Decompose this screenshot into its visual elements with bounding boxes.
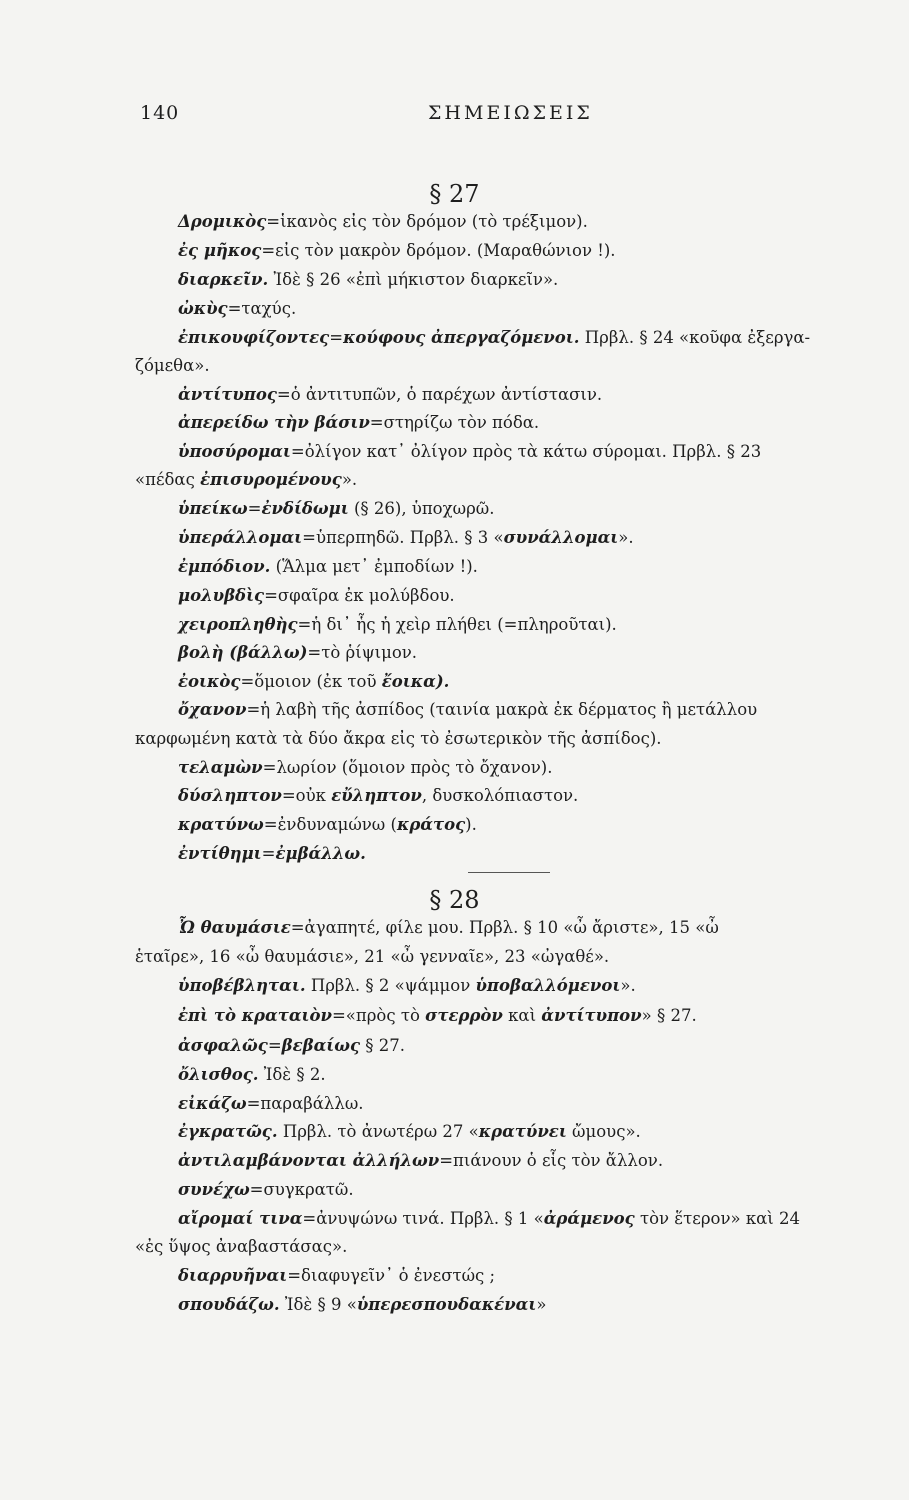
entry-text: Ἰδὲ § 9 « [279, 1295, 357, 1314]
entry-text: =σφαῖρα ἐκ μολύβδου. [264, 586, 455, 605]
entry-text: =οὐκ [281, 786, 332, 805]
entry-text-2: (§ 26), ὑποχωρῶ. [348, 499, 495, 518]
entry-text-2: , δυσκολόπιαστον. [421, 786, 579, 805]
entry-headword: ἐοικὸς [178, 672, 241, 691]
entry-emphasis: ἐνδίδωμι [261, 499, 349, 518]
entry-headword: κρατύνω [178, 815, 264, 834]
entry-text: =λωρίον (ὅμοιον πρὸς τὸ ὄχανον). [262, 758, 553, 777]
page: 140 ΣΗΜΕΙΩΣΕΙΣ § 27 Δρομικὸς=ἱκανὸς εἰς τὸν δρόμον (τὸ τρέξιμον). ἐς μῆκος=εἰς τὸν μακρὸν δρόμον. (Μαραθώνιον !). διαρκεῖν. Ἰδὲ § 26 «ἐπὶ μήκιστον διαρκεῖν». ὠκὺς=ταχύς. ἐπικουφίζοντες=κούφους ἀπεργαζόμενοι. Πρβλ. § 24 «κοῦφα ἐξεργα- ζόμεθα». ἀντίτυπος=ὁ ἀντιτυπῶν, ὁ παρέχων ἀντίστασιν. ἀπερείδω τὴν βάσιν=στηρίζω τὸν πόδα. ὑποσύρομαι=ὀλίγον κατ᾽ ὀλίγον πρὸς τὰ κάτω σύρομαι. Πρβλ. § 23 «πέδας ἐπισυρομένους». ὑπείκω=ἐνδίδωμι (§ 26), ὑποχωρῶ. ὑπεράλλομαι=ὑπερπηδῶ. Πρβλ. § 3 «συνάλλομαι». ἐμπόδιον. (Ἅλμα μετ᾽ ἐμποδίων !). μολυβδὶς=σφαῖρα ἐκ μολύβδου. χειροπληθὴς=ἡ δι᾽ ἧς ἡ χεὶρ πλήθει (=πληροῦται). βολὴ (βάλλω)=τὸ ῥίψιμον. ἐοικὸς=ὅμοιον (ἐκ τοῦ ἔοικα). ὄχανον=ἡ λαβὴ τῆς ἀσπίδος (ταινία μακρὰ ἐκ δέρματος ἢ μετάλλου καρφωμένη κατὰ τὰ δύο ἄκρα εἰς τὸ ἐσωτερικὸν τῆς ἀσπίδος). τελαμὼν=λωρίον (ὅμοιον πρὸς τὸ ὄχανον). δύσληπτον=οὐκ εὔληπτον, δυσκολόπιαστον. κρατύνω=ἐνδυναμώνω (κράτος). ἐντίθημι=ἐμβάλλω. § 28 Ὦ θαυμάσιε=ἀγαπητέ, φίλε μου. Πρβλ. § 10 «ὦ ἄριστε», 15 «ὦ ἑταῖρε», 16 «ὦ θαυμάσιε», 21 «ὦ γενναῖε», 23 «ὠγαθέ». ὑποβέβληται. Πρβλ. § 2 «ψάμμον ὑποβαλλόμενοι». ἐπὶ τὸ κραταιὸν=«πρὸς τὸ στερρὸν καὶ ἀντίτυπον» § 27. ἀσφαλῶς=βεβαίως § 27. ὄλισθος. Ἰδὲ § 2. εἰκάζω=παραβάλλω. ἐγκρατῶς. Πρβλ. τὸ ἀνωτέρω 27 «κρατύνει ὤμους». ἀντιλαμβάνονται ἀλλήλων=πιάνουν ὁ εἷς τὸν ἄλλον. συνέχω=συγκρατῶ. αἴρομαί τινα=ἀνυψώνω τινά. Πρβλ. § 1 «ἀράμενος τὸν ἕτερον» καὶ 24 «ἐς ὕψος ἀναβαστάσας». διαρρυῆναι=διαφυγεῖν᾽ ὁ ἐνεστώς ; σπουδάζω. Ἰδὲ § 9 «ὑπερεσπουδακέναι» [0, 0, 909, 1500]
entry-headword: Ὦ θαυμάσιε [178, 918, 291, 937]
entry-text: Ἰδὲ § 26 «ἐπὶ μήκιστον διαρκεῖν». [268, 270, 559, 289]
entry-text: =ἱκανὸς εἰς τὸν δρόμον (τὸ τρέξιμον). [266, 212, 588, 231]
entry-text-2: ). [465, 815, 477, 834]
entry-text: Πρβλ. § 2 «ψάμμον [305, 976, 476, 995]
entry-text: =ὑπερπηδῶ. Πρβλ. § 3 « [302, 528, 504, 547]
entry-text: =«πρὸς τὸ [331, 1006, 426, 1025]
entry-emphasis: κούφους ἀπεργαζόμενοι. [343, 328, 580, 347]
entry-emphasis: ἀράμενος [543, 1209, 635, 1228]
entry-text: Ἰδὲ § 2. [258, 1065, 326, 1084]
section-heading-27: § 27 [429, 180, 480, 208]
section-heading-28: § 28 [429, 886, 480, 914]
entry-text: =ἐνδυναμώνω ( [263, 815, 397, 834]
entry-headword: ἐς μῆκος [178, 241, 262, 260]
entry-headword: ὑπεράλλομαι [178, 528, 303, 547]
entry-emphasis: ὑπερεσπουδακέναι [356, 1295, 537, 1314]
entry-headword: αἴρομαί τινα [178, 1209, 303, 1228]
entry-text: = [329, 328, 344, 347]
entry-emphasis: εὔληπτον [331, 786, 422, 805]
entry-emphasis: ἐμβάλλω. [275, 844, 366, 863]
entry-text: (Ἅλμα μετ᾽ ἐμποδίων !). [270, 557, 478, 576]
entry-headword: ἐντίθημι [178, 844, 262, 863]
entry-headword: ἐπὶ τὸ κραταιὸν [178, 1006, 332, 1025]
entry-headword: δύσληπτον [178, 786, 282, 805]
entry-headword: διαρρυῆναι [178, 1266, 288, 1285]
entry-emphasis: βεβαίως [281, 1036, 361, 1055]
running-title: ΣΗΜΕΙΩΣΕΙΣ [428, 102, 593, 124]
entry-text: =ὁ ἀντιτυπῶν, ὁ παρέχων ἀντίστασιν. [276, 385, 603, 404]
entry-headword: διαρκεῖν. [178, 270, 269, 289]
entry-emphasis: κρατύνει [478, 1122, 567, 1141]
entry-emphasis: ἔοικα). [381, 672, 450, 691]
entry-text: =ταχύς. [227, 299, 297, 318]
entry-headword: ἐμπόδιον. [178, 557, 271, 576]
entry-emphasis: ἐπισυρομένους [200, 470, 342, 489]
page-header [140, 102, 840, 132]
entry-text: =τὸ ῥίψιμον. [307, 643, 418, 662]
entry-text: = [267, 1036, 282, 1055]
entry-headword: χειροπληθὴς [178, 615, 298, 634]
entry-text-2: ὤμους». [566, 1122, 641, 1141]
entry-emphasis: κράτος [396, 815, 466, 834]
entry-text-2: Πρβλ. § 24 «κοῦφα ἐξεργα- [579, 328, 811, 347]
entry-emphasis: ὑποβαλλόμενοι [475, 976, 621, 995]
entry-text: = [247, 499, 262, 518]
entry-emphasis-2: ἀντίτυπον [541, 1006, 642, 1025]
entry-text: =στηρίζω τὸν πόδα. [369, 413, 540, 432]
entry-headword: ἀντιλαμβάνονται ἀλλήλων [178, 1151, 440, 1170]
entry-text: =διαφυγεῖν᾽ ὁ ἐνεστώς ; [287, 1266, 496, 1285]
entry-headword: συνέχω [178, 1180, 250, 1199]
entry-headword: ἐπικουφίζοντες [178, 328, 330, 347]
entry-headword: εἰκάζω [178, 1094, 247, 1113]
entry-text: =ἡ δι᾽ ἧς ἡ χεὶρ πλήθει (=πληροῦται). [297, 615, 617, 634]
entry-text: =παραβάλλω. [246, 1094, 364, 1113]
entry-text-3: » § 27. [641, 1006, 697, 1025]
entry-headword: μολυβδὶς [178, 586, 265, 605]
entry-text: =πιάνουν ὁ εἷς τὸν ἄλλον. [439, 1151, 664, 1170]
entry-text-2: » [536, 1295, 547, 1314]
entry-headword: βολὴ (βάλλω) [178, 643, 308, 662]
entry-emphasis: συνάλλομαι [503, 528, 619, 547]
entry-text: = [261, 844, 276, 863]
entry-text: =εἰς τὸν μακρὸν δρόμον. (Μαραθώνιον !). [261, 241, 616, 260]
entry-headword: Δρομικὸς [178, 212, 267, 231]
entry-text: =ὅμοιον (ἐκ τοῦ [240, 672, 382, 691]
entry-text-2: § 27. [360, 1036, 406, 1055]
page-number: 140 [140, 102, 180, 124]
entry-headword: τελαμὼν [178, 758, 263, 777]
entry-headword: ὑπείκω [178, 499, 248, 518]
entry-headword: ὑποβέβληται. [178, 976, 306, 995]
entry-headword: ἀσφαλῶς [178, 1036, 268, 1055]
entry-headword: ὄλισθος. [178, 1065, 259, 1084]
entry-emphasis: στερρὸν [425, 1006, 503, 1025]
entry-text-2: ». [620, 976, 636, 995]
entry-text: =ἀνυψώνω τινά. Πρβλ. § 1 « [302, 1209, 544, 1228]
entry-headword: ὄχανον [178, 700, 247, 719]
entry-headword: σπουδάζω. [178, 1295, 280, 1314]
entry-headword: ὑποσύρομαι [178, 442, 291, 461]
entry-text: Πρβλ. τὸ ἀνωτέρω 27 « [277, 1122, 479, 1141]
entry-text: =ἡ λαβὴ τῆς ἀσπίδος (ταινία μακρὰ ἐκ δέρματος ἢ μετάλλου [246, 700, 758, 719]
entry-headword: ἀντίτυπος [178, 385, 277, 404]
section-divider [468, 872, 550, 873]
entry-headword: ὠκὺς [178, 299, 228, 318]
entry-headword: ἐγκρατῶς. [178, 1122, 278, 1141]
entry-headword: ἀπερείδω τὴν βάσιν [178, 413, 370, 432]
entry-text-2: καὶ [502, 1006, 542, 1025]
entry-text: =συγκρατῶ. [249, 1180, 354, 1199]
entry-text-2: τὸν ἕτερον» καὶ 24 [634, 1209, 801, 1228]
entry-text: =ὀλίγον κατ᾽ ὀλίγον πρὸς τὰ κάτω σύρομαι. Πρβλ. § 23 [290, 442, 762, 461]
entry-text-2: ». [618, 528, 634, 547]
entry-text: =ἀγαπητέ, φίλε μου. Πρβλ. § 10 «ὦ ἄριστε», 15 «ὦ [290, 918, 719, 937]
